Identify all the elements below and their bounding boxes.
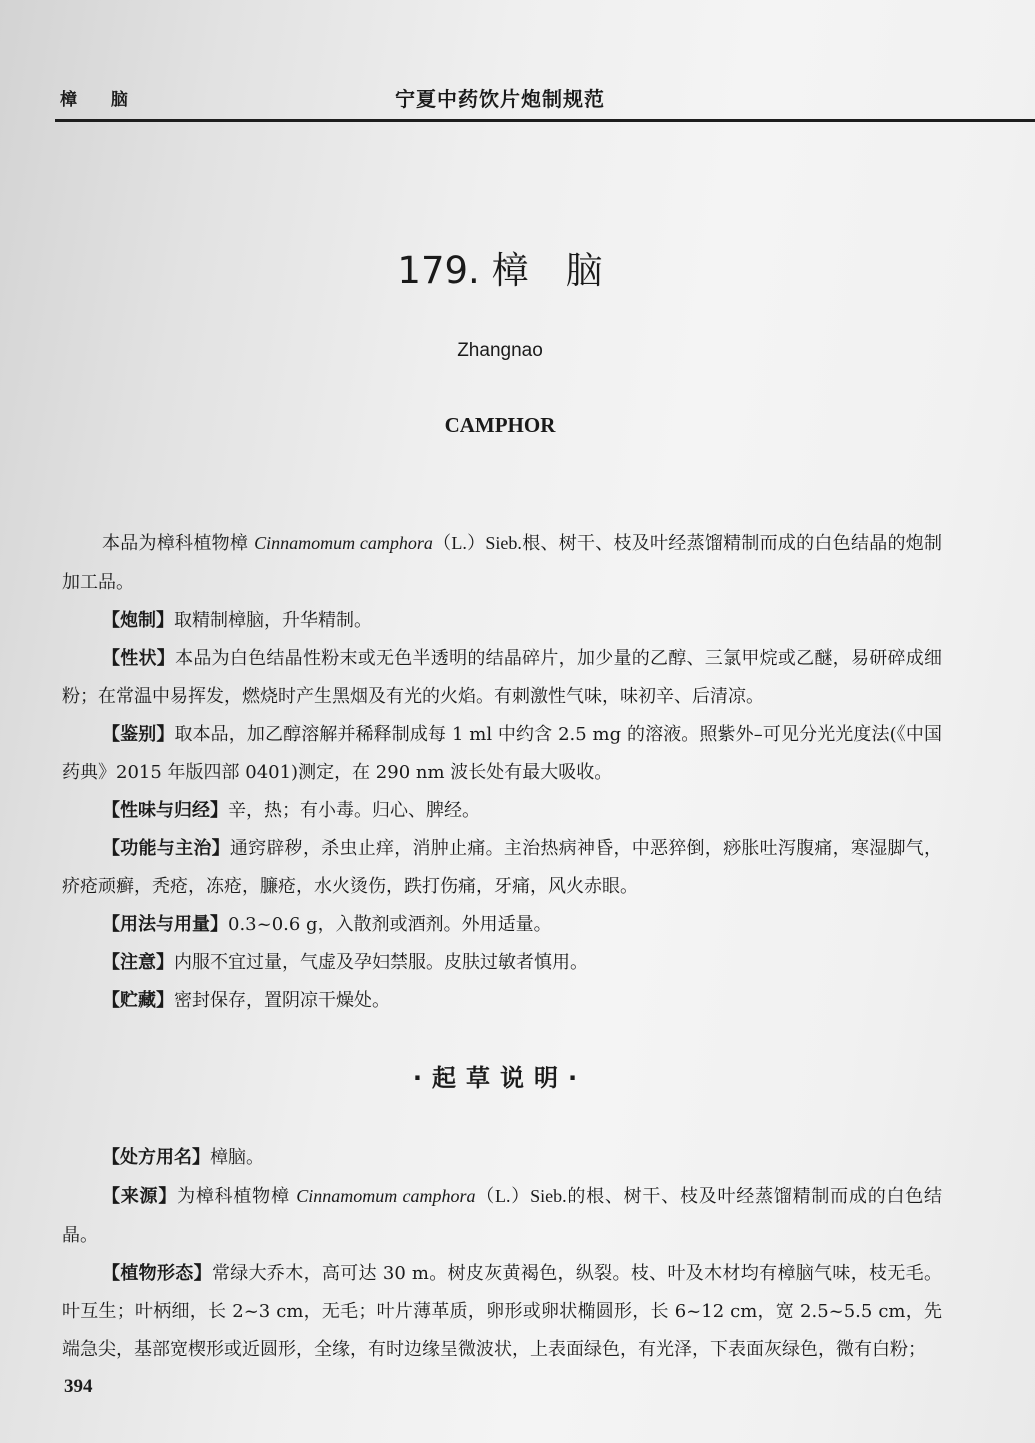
entry-text: 取本品，加乙醇溶解并稀释制成每 1 ml 中约含 2.5 mg 的溶液。照紫外–可见分光光度法(《中国药典》2015 年版四部 0401)测定，在 290 nm 波长处有最大吸收。 — [62, 724, 943, 783]
entry-label: 【处方用名】 — [102, 1147, 210, 1168]
entry-text: 取精制樟脑，升华精制。 — [174, 610, 372, 631]
entry-text: （L.）Sieb.的根、树干、枝及叶经蒸馏精制而成的白色结晶。 — [62, 1186, 943, 1245]
entry-text: 常绿大乔木，高可达 30 m。树皮灰黄褐色，纵裂。枝、叶及木材均有樟脑气味，枝无毛。叶互生；叶柄细，长 2~3 cm，无毛；叶片薄革质，卵形或卵状椭圆形，长 6~12 cm，宽 2.5~5.5 cm，先端急尖，基部宽楔形或近圆形，全缘，有时边缘呈微波状，上表面绿色，有光泽，下表面灰绿色，微有白粉； — [62, 1263, 942, 1360]
entry-storage — [62, 982, 942, 1020]
entry-text: 密封保存，置阴凉干燥处。 — [174, 990, 390, 1011]
header-book-title: 宁夏中药饮片炮制规范 — [395, 87, 605, 111]
entry-text: 内服不宜过量，气虚及孕妇禁服。皮肤过敏者慎用。 — [174, 952, 588, 973]
entry-label: 【来源】 — [102, 1186, 178, 1207]
english-name: CAMPHOR — [444, 413, 556, 437]
entry-text: 0.3~0.6 g，入散剂或酒剂。外用适量。 — [228, 914, 552, 935]
header-section-title: 樟 脑 — [60, 90, 142, 110]
note-plant-morphology — [62, 1255, 942, 1369]
entry-text: 通窍辟秽，杀虫止痒，消肿止痛。主治热病神昏，中恶猝倒，痧胀吐泻腹痛，寒湿脚气，疥疮顽癣，秃疮，冻疮，臁疮，水火烫伤，跌打伤痛，牙痛，风火赤眼。 — [62, 838, 943, 897]
entry-label: 【贮藏】 — [102, 990, 174, 1011]
intro-text: （L.）Sieb.根、树干、枝及叶经蒸馏精制而成的白色结晶的炮制加工品。 — [62, 533, 942, 592]
entry-text: 本品为白色结晶性粉末或无色半透明的结晶碎片，加少量的乙醇、三氯甲烷或乙醚，易研碎成细粉；在常温中易挥发，燃烧时产生黑烟及有光的火焰。有刺激性气味，味初辛、后清凉。 — [62, 648, 943, 707]
entry-label: 【功能与主治】 — [102, 838, 230, 859]
entry-label: 【性味与归经】 — [102, 800, 228, 821]
entry-processing — [62, 602, 942, 640]
drafting-notes-heading: ·起草说明· — [412, 1064, 588, 1092]
intro-text: 本品为樟科植物樟 — [102, 533, 255, 554]
header-rule — [55, 119, 1035, 122]
note-source — [62, 1177, 942, 1255]
latin-name: Cinnamomum camphora — [254, 533, 433, 553]
entry-text: 樟脑。 — [210, 1147, 264, 1168]
entry-precautions — [62, 944, 942, 982]
entry-property-meridian — [62, 792, 942, 830]
intro-paragraph — [62, 524, 942, 602]
note-prescription-name — [62, 1139, 942, 1177]
entry-text: 为樟科植物樟 — [177, 1186, 297, 1207]
entry-text: 辛，热；有小毒。归心、脾经。 — [228, 800, 480, 821]
entry-label: 【注意】 — [102, 952, 174, 973]
entry-label: 【鉴别】 — [102, 724, 175, 745]
entry-usage-dosage — [62, 906, 942, 944]
entry-description — [62, 640, 942, 716]
entry-identification — [62, 716, 942, 792]
entry-label: 【炮制】 — [102, 610, 174, 631]
monograph-title: 179. 樟 脑 — [397, 249, 603, 292]
drafting-notes-body — [62, 1139, 942, 1369]
entry-label: 【性状】 — [102, 648, 176, 669]
page-number: 394 — [64, 1376, 93, 1397]
entry-label: 【用法与用量】 — [102, 914, 228, 935]
monograph-body — [62, 524, 942, 1020]
entry-label: 【植物形态】 — [102, 1263, 212, 1284]
entry-function-indication — [62, 830, 942, 906]
pinyin-name: Zhangnao — [457, 340, 543, 361]
latin-name: Cinnamomum camphora — [296, 1186, 476, 1206]
